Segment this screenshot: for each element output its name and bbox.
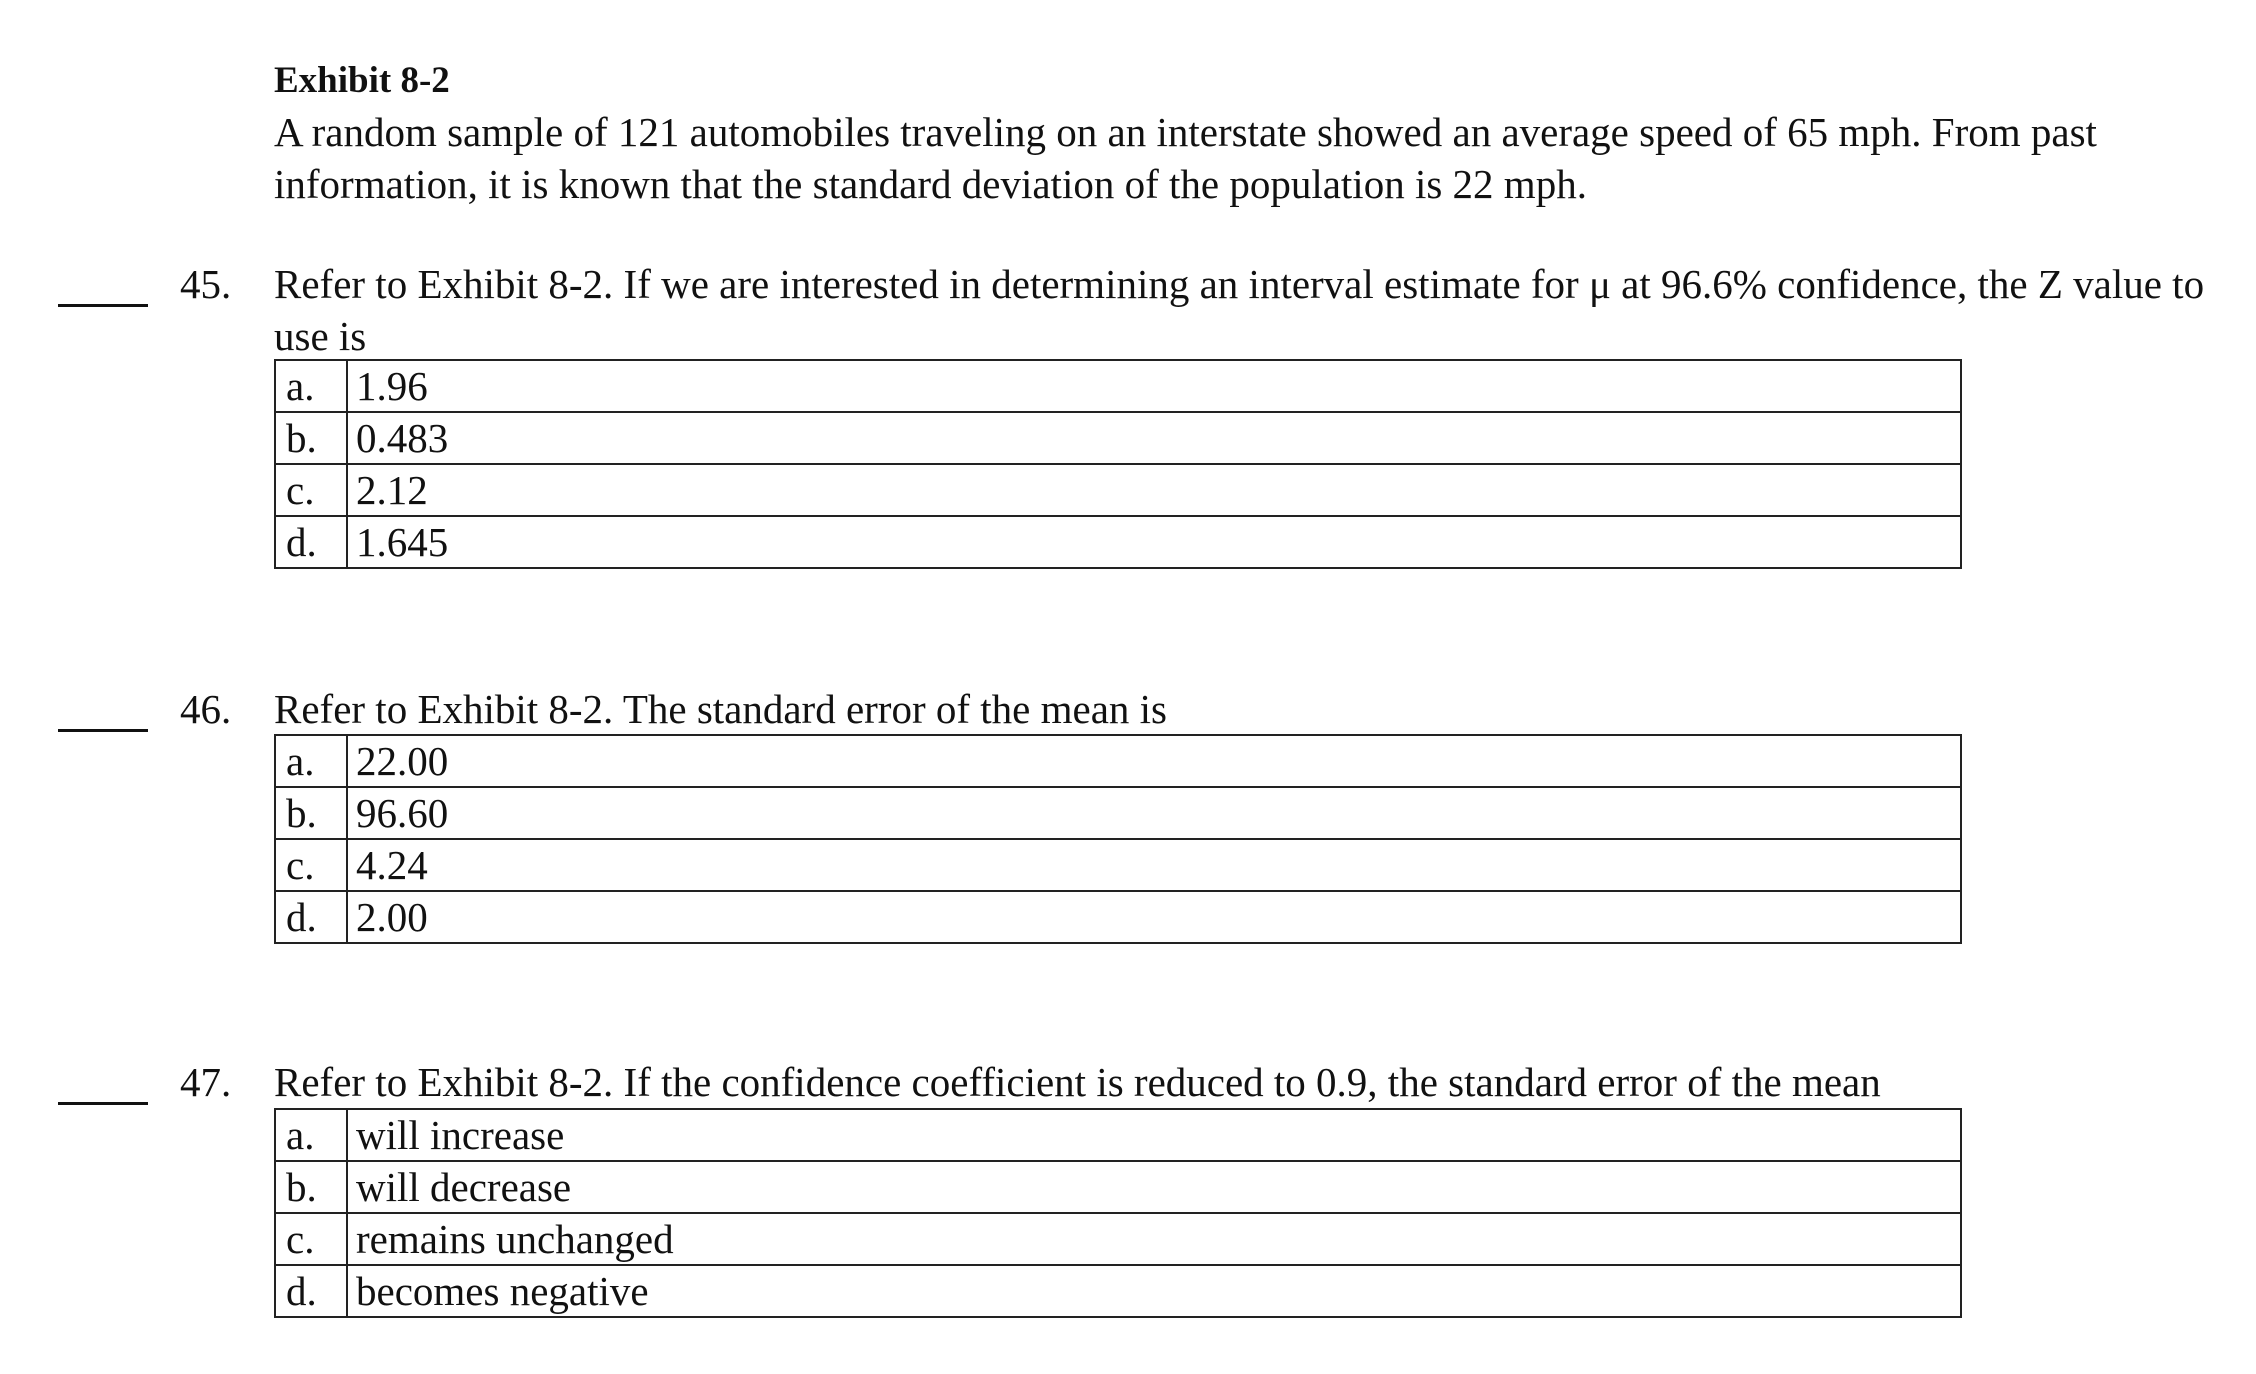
option-letter: d. (275, 1265, 347, 1317)
question-text: Refer to Exhibit 8-2. If we are interested in determining an interval estimate for μ at 96.6% confidence, the Z value to use is (274, 261, 2205, 359)
answer-blank-46[interactable] (58, 729, 148, 732)
option-letter: a. (275, 1109, 347, 1161)
option-row[interactable] (275, 1213, 1961, 1265)
option-row[interactable] (275, 1161, 1961, 1213)
option-text: 22.00 (347, 735, 1961, 787)
exhibit (274, 56, 2174, 210)
option-row[interactable] (275, 1265, 1961, 1317)
option-text: 96.60 (347, 787, 1961, 839)
question-number: 46. (180, 686, 232, 732)
options-table (274, 1108, 1962, 1318)
option-row[interactable] (275, 891, 1961, 943)
option-text: 4.24 (347, 839, 1961, 891)
question-text: Refer to Exhibit 8-2. If the confidence coefficient is reduced to 0.9, the standard error of the mean (274, 1059, 1881, 1105)
option-text: will increase (347, 1109, 1961, 1161)
option-letter: b. (275, 1161, 347, 1213)
option-letter: c. (275, 1213, 347, 1265)
option-row[interactable] (275, 839, 1961, 891)
option-text: 1.96 (347, 360, 1961, 412)
answer-blank-47[interactable] (58, 1102, 148, 1105)
exhibit-title: Exhibit 8-2 (274, 60, 450, 101)
options-table (274, 359, 1962, 569)
option-text: 0.483 (347, 412, 1961, 464)
question-number: 45. (180, 261, 232, 307)
option-letter: b. (275, 412, 347, 464)
option-text: will decrease (347, 1161, 1961, 1213)
option-row[interactable] (275, 516, 1961, 568)
answer-blank-45[interactable] (58, 304, 148, 307)
option-text: becomes negative (347, 1265, 1961, 1317)
option-text: 2.00 (347, 891, 1961, 943)
option-row[interactable] (275, 412, 1961, 464)
option-text: 2.12 (347, 464, 1961, 516)
option-letter: c. (275, 464, 347, 516)
exhibit-text: A random sample of 121 automobiles traveling on an interstate showed an average speed of 65 mph. From past information, it is known that the standard deviation of the population is 22 mph. (274, 109, 2097, 207)
option-row[interactable] (275, 735, 1961, 787)
option-letter: a. (275, 360, 347, 412)
option-letter: c. (275, 839, 347, 891)
option-row[interactable] (275, 360, 1961, 412)
option-row[interactable] (275, 1109, 1961, 1161)
question-text: Refer to Exhibit 8-2. The standard error of the mean is (274, 686, 1167, 732)
option-letter: b. (275, 787, 347, 839)
option-row[interactable] (275, 787, 1961, 839)
question-number: 47. (180, 1059, 232, 1105)
option-text: 1.645 (347, 516, 1961, 568)
option-text: remains unchanged (347, 1213, 1961, 1265)
options-table (274, 734, 1962, 944)
option-letter: a. (275, 735, 347, 787)
option-row[interactable] (275, 464, 1961, 516)
option-letter: d. (275, 516, 347, 568)
option-letter: d. (275, 891, 347, 943)
